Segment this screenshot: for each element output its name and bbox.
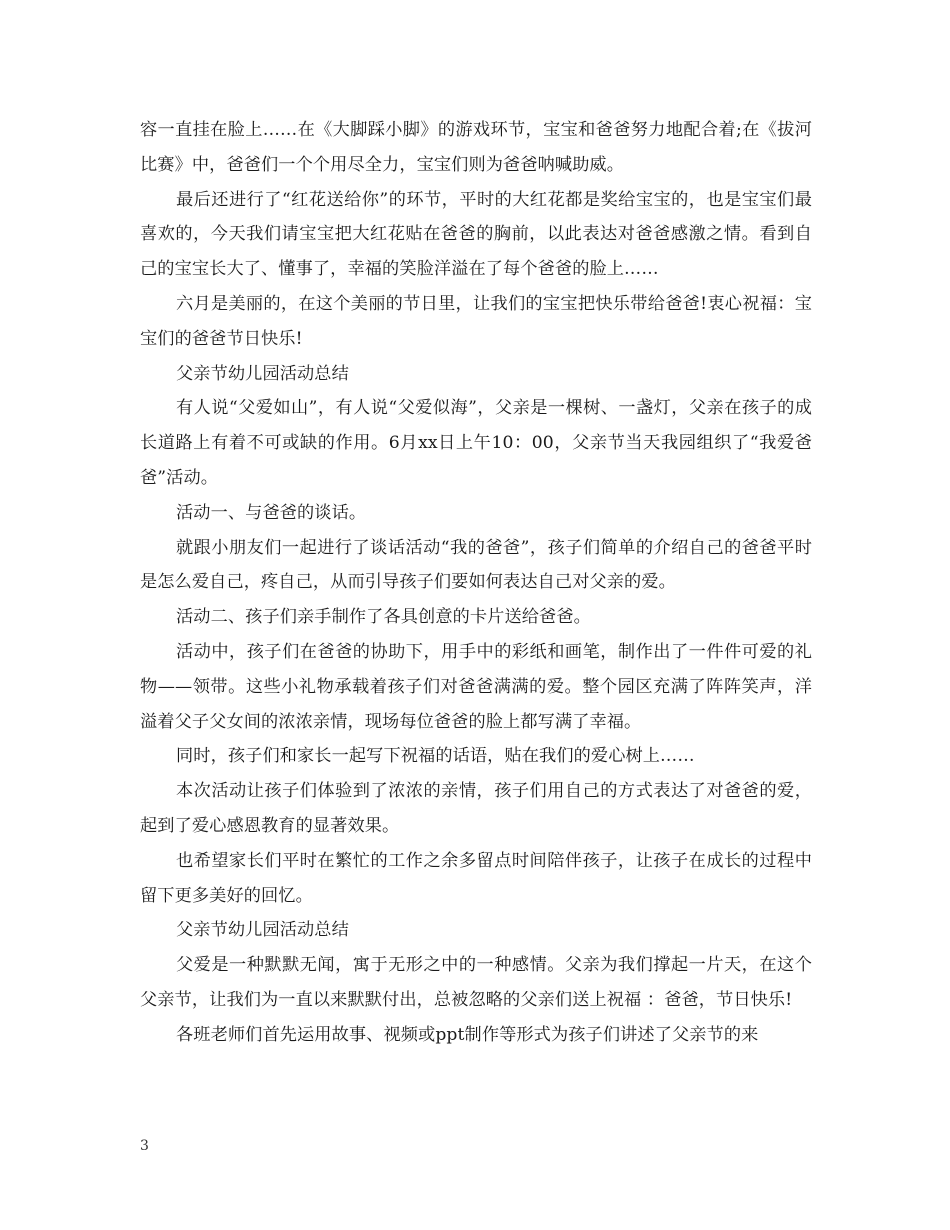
paragraph-gift-making: 活动中，孩子们在爸爸的协助下，用手中的彩纸和画笔，制作出了一件件可爱的礼物——领带。这些小礼物承载着孩子们对爸爸满满的爱。整个园区充满了阵阵笑声，洋溢着父子父女间的浓浓亲情，现场每位爸爸的脸上都写满了幸福。 [140, 641, 812, 732]
paragraph-fatherly-love: 有人说“父爱如山”，有人说“父爱似海”，父亲是一棵树、一盏灯，父亲在孩子的成长道路上有着不可或缺的作用。6月xx日上午10：00，父亲节当天我园组织了“我爱爸爸”活动。 [140, 398, 812, 488]
paragraph-effect: 本次活动让孩子们体验到了浓浓的亲情，孩子们用自己的方式表达了对爸爸的爱，起到了爱心感恩教育的显著效果。 [140, 781, 812, 836]
paragraph-silent-love: 父爱是一种默默无闻，寓于无形之中的一种感情。父亲为我们撑起一片天，在这个父亲节，让我们为一直以来默默付出，总被忽略的父亲们送上祝福 ：爸爸，节日快乐! [140, 955, 812, 1010]
paragraph-love-tree: 同时，孩子们和家长一起写下祝福的话语，贴在我们的爱心树上…… [176, 746, 695, 767]
paragraph-continuation: 容一直挂在脸上……在《大脚踩小脚》的游戏环节，宝宝和爸爸努力地配合着;在《拔河比赛》中，爸爸们一个个用尽全力，宝宝们则为爸爸呐喊助威。 [140, 120, 812, 175]
activity-one-heading: 活动一、与爸爸的谈话。 [176, 502, 367, 523]
section-heading: 父亲节幼儿园活动总结 [176, 363, 349, 384]
activity-two-heading: 活动二、孩子们亲手制作了各具创意的卡片送给爸爸。 [176, 607, 591, 628]
page-number: 3 [140, 1138, 149, 1154]
paragraph-june-blessing: 六月是美丽的，在这个美丽的节日里，让我们的宝宝把快乐带给爸爸!衷心祝福：宝宝们的爸爸节日快乐! [140, 293, 812, 349]
paragraph-talk-activity: 就跟小朋友们一起进行了谈话活动“我的爸爸”，孩子们简单的介绍自己的爸爸平时是怎么爱自己，疼自己，从而引导孩子们要如何表达自己对父亲的爱。 [140, 537, 812, 593]
paragraph-hope: 也希望家长们平时在繁忙的工作之余多留点时间陪伴孩子，让孩子在成长的过程中留下更多美好的回忆。 [140, 850, 812, 906]
paragraph-teachers: 各班老师们首先运用故事、视频或ppt制作等形式为孩子们讲述了父亲节的来 [176, 1024, 759, 1045]
document-body [140, 113, 812, 1053]
paragraph-red-flower: 最后还进行了“红花送给你”的环节，平时的大红花都是奖给宝宝的，也是宝宝们最喜欢的，今天我们请宝宝把大红花贴在爸爸的胸前，以此表达对爸爸感激之情。看到自己的宝宝长大了、懂事了，幸福的笑脸洋溢在了每个爸爸的脸上…… [140, 189, 812, 280]
section-heading: 父亲节幼儿园活动总结 [176, 920, 349, 941]
